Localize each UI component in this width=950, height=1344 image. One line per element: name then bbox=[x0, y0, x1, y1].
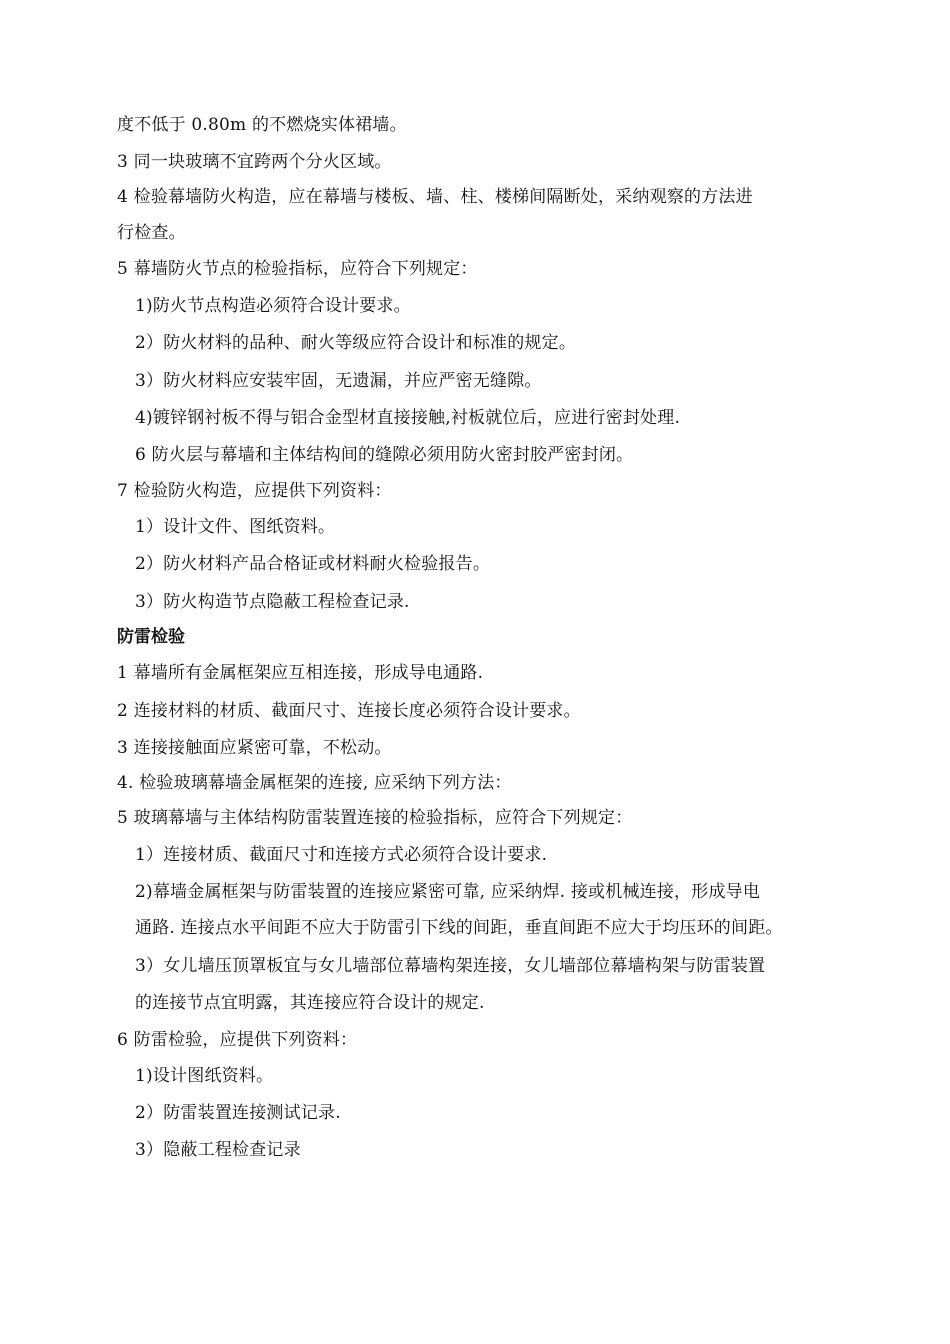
list-item: 4. 检验玻璃幕墙金属框架的连接, 应采纳下列方法： bbox=[117, 773, 512, 793]
list-item: 6 防雷检验，应提供下列资料： bbox=[117, 1030, 358, 1050]
list-item: 3 同一块玻璃不宜跨两个分火区域。 bbox=[117, 152, 392, 172]
list-item: 7 检验防火构造，应提供下列资料： bbox=[117, 481, 392, 501]
section-heading: 防雷检验 bbox=[117, 627, 185, 647]
sub-list-item: 3）女儿墙压顶罩板宜与女儿墙部位幕墙构架连接，女儿墙部位幕墙构架与防雷装置 bbox=[135, 956, 766, 976]
sub-list-item: 1)设计图纸资料。 bbox=[135, 1066, 274, 1086]
sub-list-item: 3）防火构造节点隐蔽工程检查记录. bbox=[135, 592, 410, 612]
sub-list-item: 3）隐蔽工程检查记录 bbox=[135, 1140, 301, 1160]
list-item: 5 玻璃幕墙与主体结构防雷装置连接的检验指标，应符合下列规定： bbox=[117, 808, 633, 828]
sub-list-item-continuation: 的连接节点宜明露，其连接应符合设计的规定. bbox=[135, 993, 485, 1013]
sub-list-item: 1）设计文件、图纸资料。 bbox=[135, 517, 336, 537]
sub-list-item: 4)镀锌钢衬板不得与铝合金型材直接接触,衬板就位后，应进行密封处理. bbox=[135, 408, 681, 428]
sub-list-item-continuation: 通路. 连接点水平间距不应大于防雷引下线的间距，垂直间距不应大于均压环的间距。 bbox=[135, 918, 783, 938]
sub-list-item: 2）防雷装置连接测试记录. bbox=[135, 1103, 341, 1123]
sub-list-item: 6 防火层与幕墙和主体结构间的缝隙必须用防火密封胶严密封闭。 bbox=[135, 445, 634, 465]
list-item: 1 幕墙所有金属框架应互相连接，形成导电通路. bbox=[117, 663, 484, 683]
sub-list-item: 2）防火材料的品种、耐火等级应符合设计和标准的规定。 bbox=[135, 333, 577, 353]
sub-list-item: 2)幕墙金属框架与防雷装置的连接应紧密可靠, 应采纳焊. 接或机械连接，形成导电 bbox=[135, 882, 761, 902]
sub-list-item: 1）连接材质、截面尺寸和连接方式必须符合设计要求. bbox=[135, 845, 548, 865]
sub-list-item: 1)防火节点构造必须符合设计要求。 bbox=[135, 296, 411, 316]
paragraph-line: 度不低于 0.80m 的不燃烧实体裙墙。 bbox=[117, 115, 407, 135]
sub-list-item: 3）防火材料应安装牢固，无遗漏，并应严密无缝隙。 bbox=[135, 371, 542, 391]
list-item-continuation: 行检查。 bbox=[117, 223, 186, 243]
list-item: 4 检验幕墙防火构造，应在幕墙与楼板、墙、柱、楼梯间隔断处，采纳观察的方法进 bbox=[117, 187, 753, 207]
sub-list-item: 2）防火材料产品合格证或材料耐火检验报告。 bbox=[135, 554, 491, 574]
list-item: 2 连接材料的材质、截面尺寸、连接长度必须符合设计要求。 bbox=[117, 701, 581, 721]
list-item: 3 连接接触面应紧密可靠，不松动。 bbox=[117, 738, 392, 758]
list-item: 5 幕墙防火节点的检验指标，应符合下列规定： bbox=[117, 259, 478, 279]
